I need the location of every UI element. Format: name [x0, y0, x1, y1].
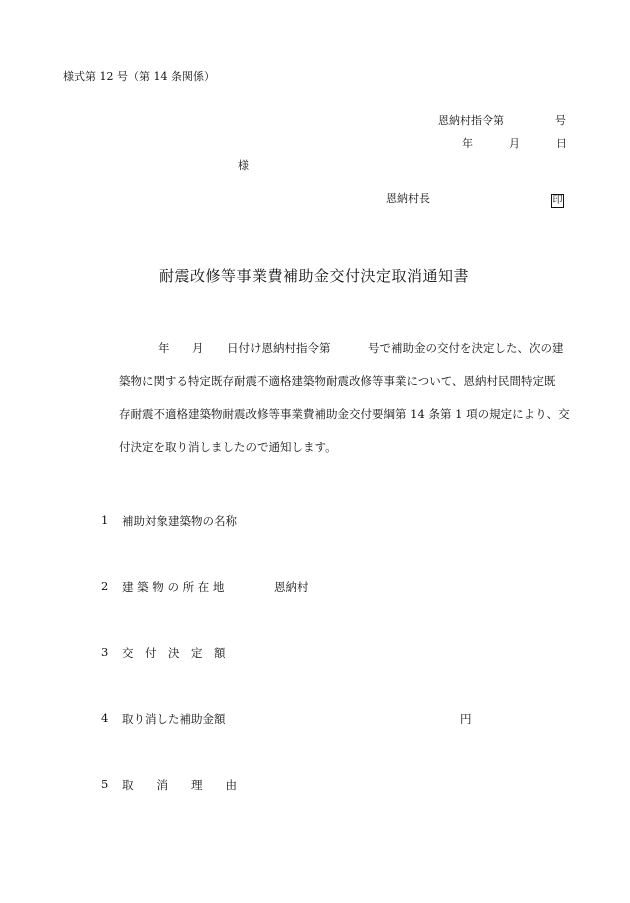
item-number: 4 — [101, 711, 109, 725]
body-line-2: 築物に関する特定既存耐震不適格建築物耐震改修等事業について、恩納村民間特定既 — [119, 374, 556, 388]
body-dated-ref: 日付け恩納村指令第 — [227, 341, 331, 355]
issuer: 恩納村長 — [386, 192, 430, 205]
document-number-suffix: 号 — [555, 114, 566, 127]
item-value: 恩納村 — [274, 580, 309, 594]
body-line-4: 付決定を取り消しましたので通知します。 — [119, 440, 337, 454]
item-label: 補助対象建築物の名称 — [122, 514, 237, 528]
item-label: 取り消した補助金額 — [122, 712, 226, 726]
item-number: 5 — [101, 777, 109, 791]
item-number: 2 — [101, 579, 109, 593]
document-number-prefix: 恩納村指令第 — [438, 114, 504, 127]
recipient-suffix: 様 — [238, 159, 249, 172]
item-label: 交 付 決 定 額 — [122, 646, 226, 660]
date-month: 月 — [509, 137, 520, 150]
item-number: 3 — [101, 645, 109, 659]
body-rest: 号で補助金の交付を決定した、次の建 — [368, 341, 564, 355]
body-line-3: 存耐震不適格建築物耐震改修等事業費補助金交付要綱第 14 条第 1 項の規定により、交 — [119, 407, 570, 421]
item-label: 取 消 理 由 — [122, 778, 237, 792]
item-number: 1 — [101, 513, 109, 527]
seal-mark: 印 — [552, 195, 563, 206]
item-label: 建 築 物 の 所 在 地 — [122, 580, 225, 594]
item-value: 円 — [460, 712, 472, 726]
document-title: 耐震改修等事業費補助金交付決定取消通知書 — [159, 267, 470, 285]
form-label: 様式第 12 号（第 14 条関係） — [63, 70, 215, 83]
date-day: 日 — [556, 137, 567, 150]
body-year: 年 — [158, 341, 170, 355]
body-month: 月 — [192, 341, 204, 355]
date-year: 年 — [462, 137, 473, 150]
